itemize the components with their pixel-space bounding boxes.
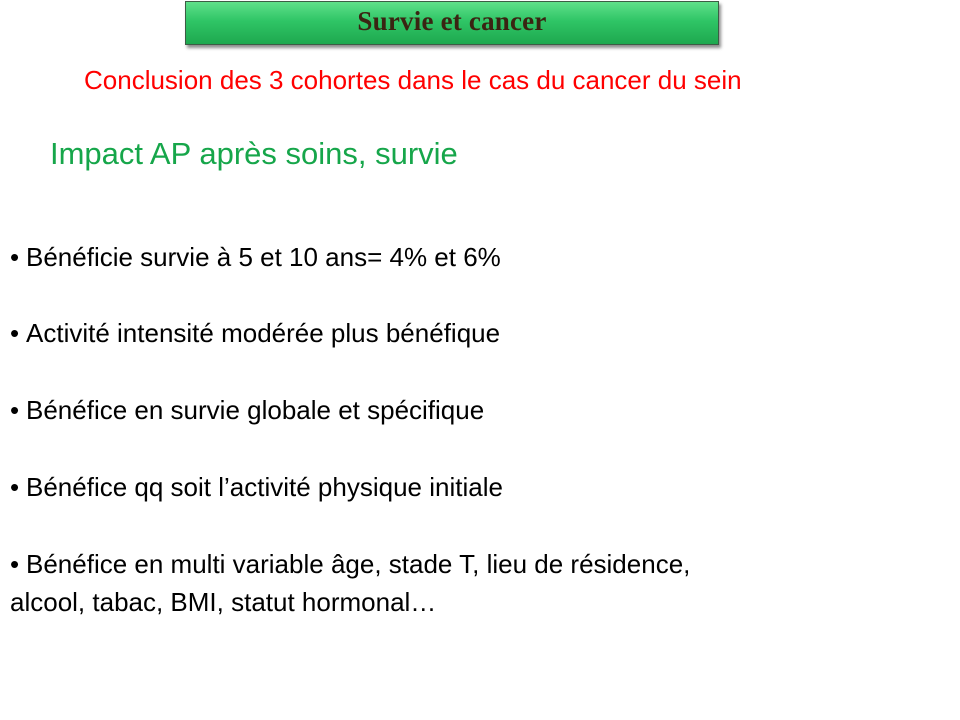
slide-subtitle: Conclusion des 3 cohortes dans le cas du cancer du sein	[84, 65, 742, 95]
bullet-marker: •	[10, 318, 20, 348]
bullet-text: Bénéfice en survie globale et spécifique	[26, 395, 485, 425]
bullet-marker: •	[10, 472, 20, 502]
bullet-item-survival-benefit	[10, 238, 501, 276]
bullet-item-moderate-activity	[10, 314, 500, 352]
bullet-marker: •	[10, 549, 20, 579]
bullet-text: Bénéfice en multi variable âge, stade T, lieu de résidence,	[26, 549, 691, 579]
bullet-text: Bénéficie survie à 5 et 10 ans= 4% et 6%	[26, 242, 501, 272]
bullet-text-continued: alcool, tabac, BMI, statut hormonal…	[10, 587, 437, 617]
title-banner	[185, 1, 719, 45]
bullet-item-global-survival	[10, 391, 484, 429]
bullet-marker: •	[10, 395, 20, 425]
bullet-text: Bénéfice qq soit l’activité physique initiale	[26, 472, 503, 502]
section-heading: Impact AP après soins, survie	[50, 136, 458, 171]
bullet-text: Activité intensité modérée plus bénéfique	[26, 318, 501, 348]
bullet-item-multivariable	[10, 545, 690, 621]
bullet-item-initial-activity	[10, 468, 503, 506]
bullet-marker: •	[10, 242, 20, 272]
slide-title: Survie et cancer	[357, 5, 547, 36]
